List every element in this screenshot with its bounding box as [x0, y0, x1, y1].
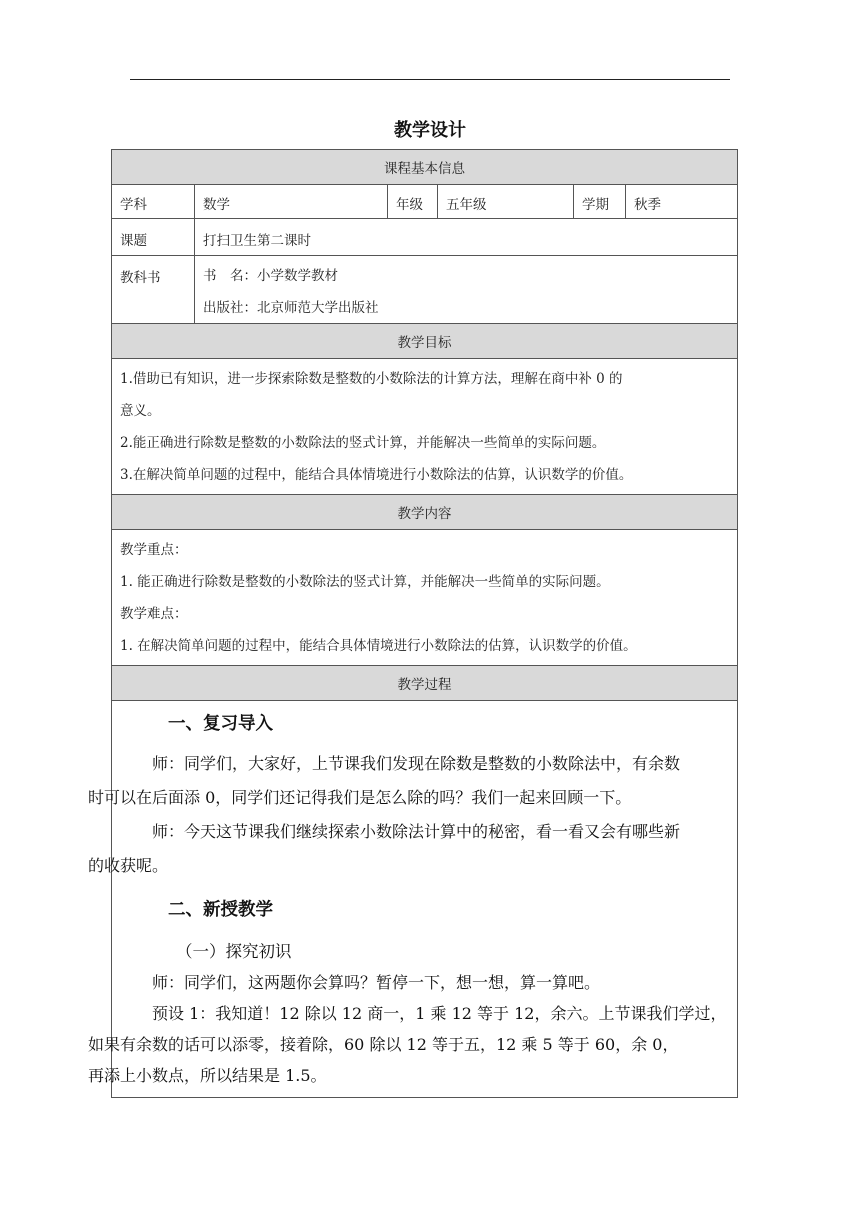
- section-review-heading: 一、复习导入: [168, 714, 273, 734]
- textbook-row: [112, 256, 737, 324]
- objective-2: 2.能正确进行除数是整数的小数除法的竖式计算，并能解决一些简单的实际问题。: [120, 435, 606, 451]
- difficulty-item: 1. 在解决简单问题的过程中，能结合具体情境进行小数除法的估算，认识数学的价值。: [120, 638, 637, 654]
- process-header: 教学过程: [112, 666, 737, 701]
- section-new-heading: 二、新授教学: [168, 900, 273, 920]
- textbook-label: 教科书: [112, 256, 195, 323]
- process-body: [88, 701, 737, 1097]
- subsection-heading: （一）探究初识: [176, 942, 292, 961]
- new-para-1: 师：同学们，这两题你会算吗？暂停一下，想一想，算一算吧。: [152, 973, 601, 992]
- objective-1-cont: 意义。: [120, 403, 161, 419]
- lesson-plan-table: [88, 149, 738, 1098]
- term-label: 学期: [574, 185, 626, 218]
- header-rule: [130, 79, 730, 80]
- document-title: 教学设计: [394, 120, 466, 141]
- basic-info-header: 课程基本信息: [112, 150, 737, 185]
- lesson-row: [112, 219, 737, 256]
- grade-label: 年级: [388, 185, 438, 218]
- objective-1: 1.借助已有知识，进一步探索除数是整数的小数除法的计算方法，理解在商中补 0 的: [120, 371, 623, 387]
- publisher: 出版社：北京师范大学出版社: [203, 300, 379, 316]
- difficulty-label: 教学难点：: [120, 606, 188, 622]
- lesson-value: 打扫卫生第二课时: [203, 233, 311, 249]
- key-point-label: 教学重点：: [120, 542, 188, 558]
- process-content: [88, 701, 737, 1097]
- objectives-body: [112, 359, 737, 495]
- subject-row: [112, 185, 737, 219]
- content-header: 教学内容: [112, 495, 737, 530]
- objective-3: 3.在解决简单问题的过程中，能结合具体情境进行小数除法的估算，认识数学的价值。: [120, 467, 633, 483]
- grade-value: 五年级: [438, 185, 574, 218]
- objectives-list: [112, 359, 640, 494]
- review-para-1: 师：同学们，大家好，上节课我们发现在除数是整数的小数除法中，有余数 时可以在后面添 0，同学们还记得我们是怎么除的吗？我们一起来回顾一下。: [88, 754, 681, 807]
- content-body: [112, 530, 737, 666]
- textbook-value: [195, 256, 737, 323]
- subject-value: 数学: [195, 185, 388, 218]
- content-list: [112, 530, 645, 665]
- review-para-2: 师：今天这节课我们继续探索小数除法计算中的秘密，看一看又会有哪些新 的收获呢。: [88, 822, 681, 875]
- lesson-label: 课题: [112, 219, 195, 255]
- term-value: 秋季: [634, 197, 661, 213]
- key-point-item: 1. 能正确进行除数是整数的小数除法的竖式计算，并能解决一些简单的实际问题。: [120, 574, 610, 590]
- book-name: 书 名：小学数学教材: [203, 268, 338, 284]
- subject-label: 学科: [112, 185, 195, 218]
- objectives-header: 教学目标: [112, 324, 737, 359]
- new-para-2: 预设 1：我知道！12 除以 12 商一，1 乘 12 等于 12，余六。上节课我们学过， 如果有余数的话可以添零，接着除，60 除以 12 等于五，12 乘 5 等于 60，余 0， 再添上小数点，所以结果是 1.5。: [88, 1004, 727, 1085]
